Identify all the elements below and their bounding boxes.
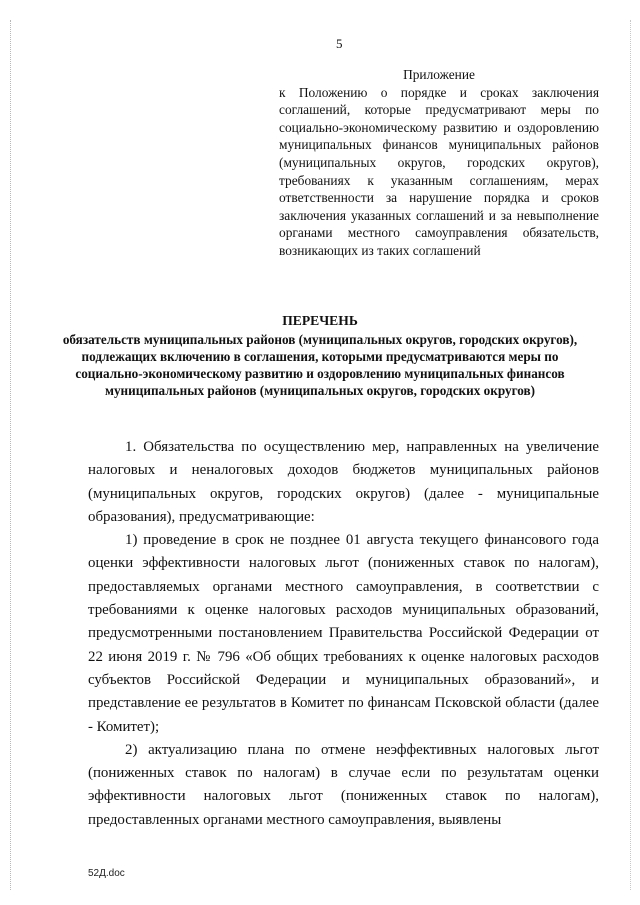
paragraph-2: 1) проведение в срок не позднее 01 августа текущего финансового года оценки эффективности налоговых льгот (пониженных ставок по налогам), предоставляемых органами местного самоуправления, в соответствии с требованиями к оценке налоговых расходов муниципальных образований, предусмотренными постановлением Правительства Российской Федерации от 22 июня 2019 г. № 796 «Об общих требованиях к оценке налоговых расходов субъектов Российской Федерации и муниципальных образований», и представление ее результатов в Комитет по финансам Псковской области (далее - Комитет); xyxy=(88,532,599,735)
scan-margin-right xyxy=(630,20,632,890)
annex-text: к Положению о порядке и сроках заключения соглашений, которые предусматривают меры по социально-экономическому развитию и оздоровлению муниципальных финансов муниципальных районов (муниципальных округов, городских округов), требованиях к указанным соглашениям, мерах ответственности за нарушение порядка и сроков заключения указанных соглашений и за невыполнение органами местного самоуправления обязательств, возникающих из таких соглашений xyxy=(279,84,599,258)
paragraph-3: 2) актуализацию плана по отмене неэффективных налоговых льгот (пониженных ставок по налогам) в случае если по результатам оценки эффективности налоговых льгот (пониженных ставок по налогам), предоставленных органами местного самоуправления, выявлены xyxy=(88,741,599,828)
annex-title: Приложение xyxy=(403,67,475,82)
heading-subtitle: обязательств муниципальных районов (муниципальных округов, городских округов), подлежащих включению в соглашения, которыми предусматриваются меры по социально-экономическому развитию и оздоровлению муниципальных финансов муниципальных районов (муниципальных округов, городских округов) xyxy=(62,332,578,398)
paragraph-1: 1. Обязательства по осуществлению мер, направленных на увеличение налоговых и неналоговых доходов бюджетов муниципальных районов (муниципальных округов, городских округов) (далее - муниципальные образования), предусматривающие: xyxy=(88,439,599,525)
heading-title: ПЕРЕЧЕНЬ xyxy=(282,313,358,328)
annex-block xyxy=(279,66,599,260)
page-number: 5 xyxy=(336,36,343,51)
document-heading xyxy=(60,312,580,399)
document-body xyxy=(88,436,599,832)
footer-filename: 52Д.doc xyxy=(88,868,125,879)
scan-margin-left xyxy=(10,20,12,890)
